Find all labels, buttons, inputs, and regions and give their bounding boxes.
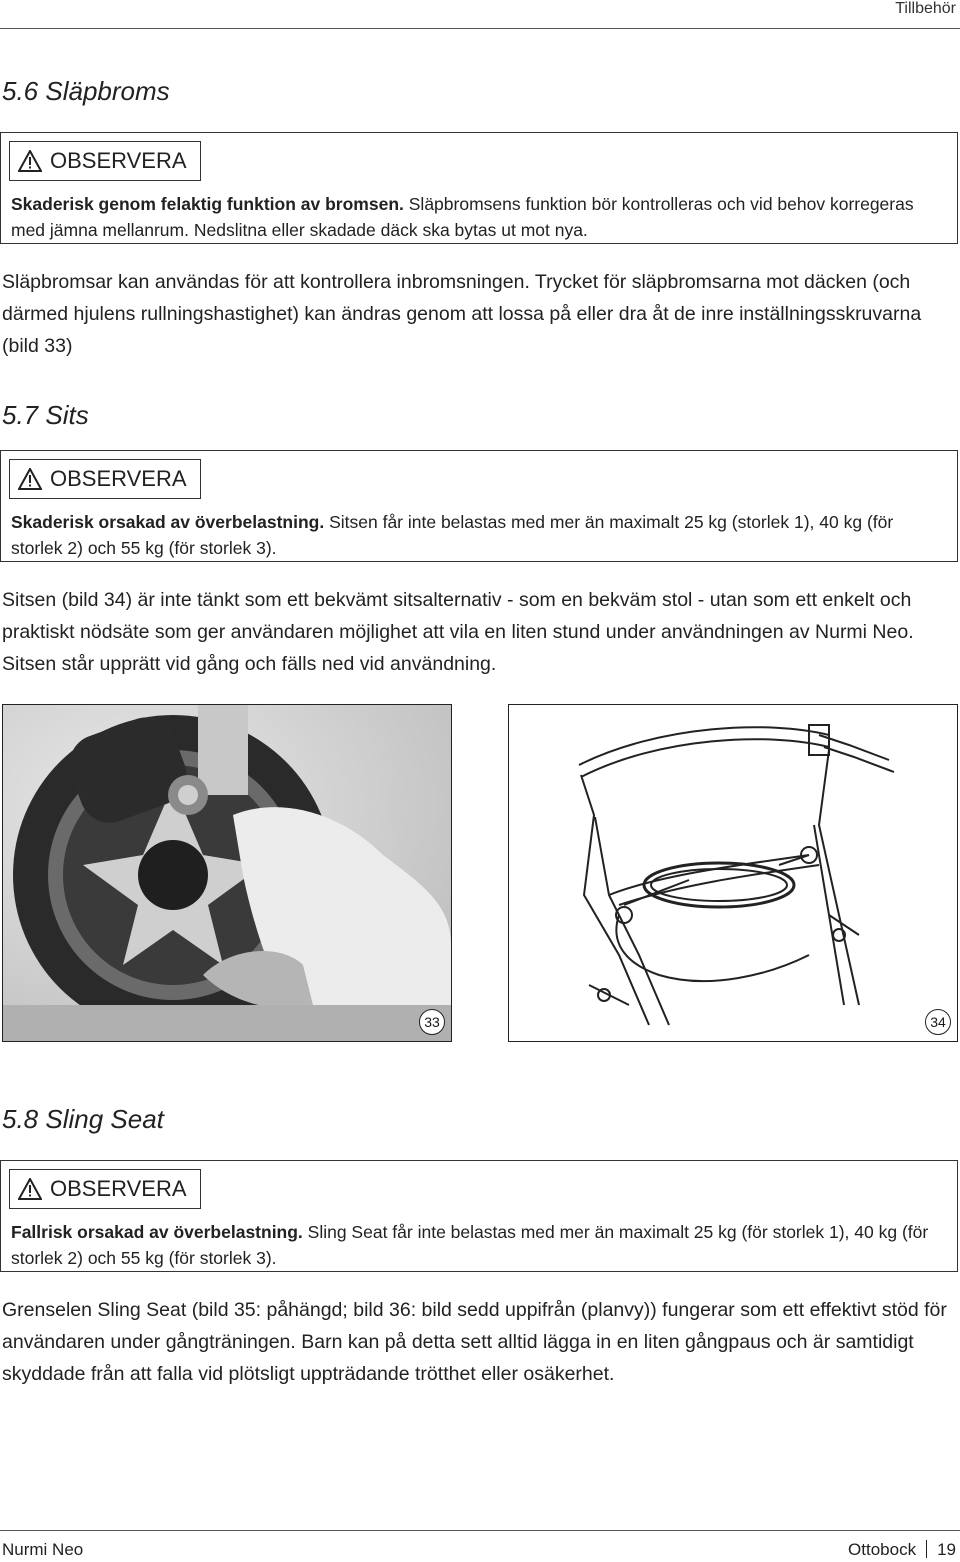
warning-text-body: Släpbromsens funktion bör kontrolleras och vid behov korregeras med jämna mellanrum. Nedslitna eller skadade däck ska bytas ut mot nya. — [11, 194, 914, 240]
warning-triangle-icon — [18, 150, 42, 172]
warning-text-bold: Fallrisk orsakad av överbelastning. — [11, 1222, 303, 1242]
warning-text — [11, 1219, 947, 1271]
warning-triangle-icon — [18, 1178, 42, 1200]
figure-34-seat-drawing — [508, 704, 958, 1042]
running-header: Tillbehör — [895, 0, 956, 17]
figure-33-brake-photo — [2, 704, 452, 1042]
footer-brand-page — [848, 1540, 956, 1560]
body-text-5-7: Sitsen (bild 34) är inte tänkt som ett bekvämt sitsalternativ - som en bekväm stol - utan som ett enkelt och praktiskt nödsäte som ger användaren möjlighet att vila en liten stund under användningen av Nurmi Neo. Sitsen står upprätt vid gång och fälls ned vid användning. — [2, 589, 914, 675]
footer-brand: Ottobock — [848, 1540, 917, 1559]
section-title-5-7: 5.7 Sits — [2, 400, 89, 430]
body-text-5-6: Släpbromsar kan användas för att kontrollera inbromsningen. Trycket för släpbromsarna mot däcken (och därmed hjulens rullningshastighet) kan ändras genom att lossa på eller dra åt de inre inställningsskruvarna (bild 33) — [2, 271, 922, 357]
rollator-seat-drawing-image — [509, 705, 957, 1041]
footer-separator — [926, 1540, 927, 1558]
warning-label-text: OBSERVERA — [50, 148, 187, 173]
figure-number-badge: 34 — [925, 1009, 951, 1035]
warning-text-bold: Skaderisk genom felaktig funktion av bromsen. — [11, 194, 404, 214]
warning-text-body: Sling Seat får inte belastas med mer än maximalt 25 kg (för storlek 1), 40 kg (för storlek 2) och 55 kg (för storlek 3). — [11, 1222, 929, 1268]
warning-text-bold: Skaderisk orsakad av överbelastning. — [11, 512, 325, 532]
warning-label-text: OBSERVERA — [50, 466, 187, 491]
wheel-brake-photo-image — [3, 705, 451, 1041]
footer-product-name: Nurmi Neo — [2, 1540, 84, 1559]
figure-number-badge: 33 — [419, 1009, 445, 1035]
section-title-5-8: 5.8 Sling Seat — [2, 1104, 164, 1134]
warning-box-5-8 — [0, 1160, 958, 1272]
body-text-5-8: Grenselen Sling Seat (bild 35: påhängd; bild 36: bild sedd uppifrån (planvy)) fungerar som ett effektivt stöd för användaren under gångträningen. Barn kan på detta sett alltid lägga in en liten gångpaus och är samtidigt skyddade från att falla vid plötsligt uppträdande trötthet eller osäkerhet. — [2, 1299, 947, 1385]
warning-label — [9, 1169, 201, 1209]
warning-label-text: OBSERVERA — [50, 1176, 187, 1201]
warning-triangle-icon — [18, 468, 42, 490]
page-number: 19 — [937, 1540, 956, 1559]
footer-divider — [0, 1530, 960, 1531]
header-divider — [0, 28, 960, 29]
warning-label — [9, 141, 201, 181]
warning-box-5-6 — [0, 132, 958, 244]
warning-text — [11, 191, 947, 243]
warning-label — [9, 459, 201, 499]
section-title-5-6: 5.6 Släpbroms — [2, 76, 170, 106]
warning-text — [11, 509, 947, 561]
warning-box-5-7 — [0, 450, 958, 562]
warning-text-body: Sitsen får inte belastas med mer än maximalt 25 kg (storlek 1), 40 kg (för storlek 2) och 55 kg (för storlek 3). — [11, 512, 894, 558]
